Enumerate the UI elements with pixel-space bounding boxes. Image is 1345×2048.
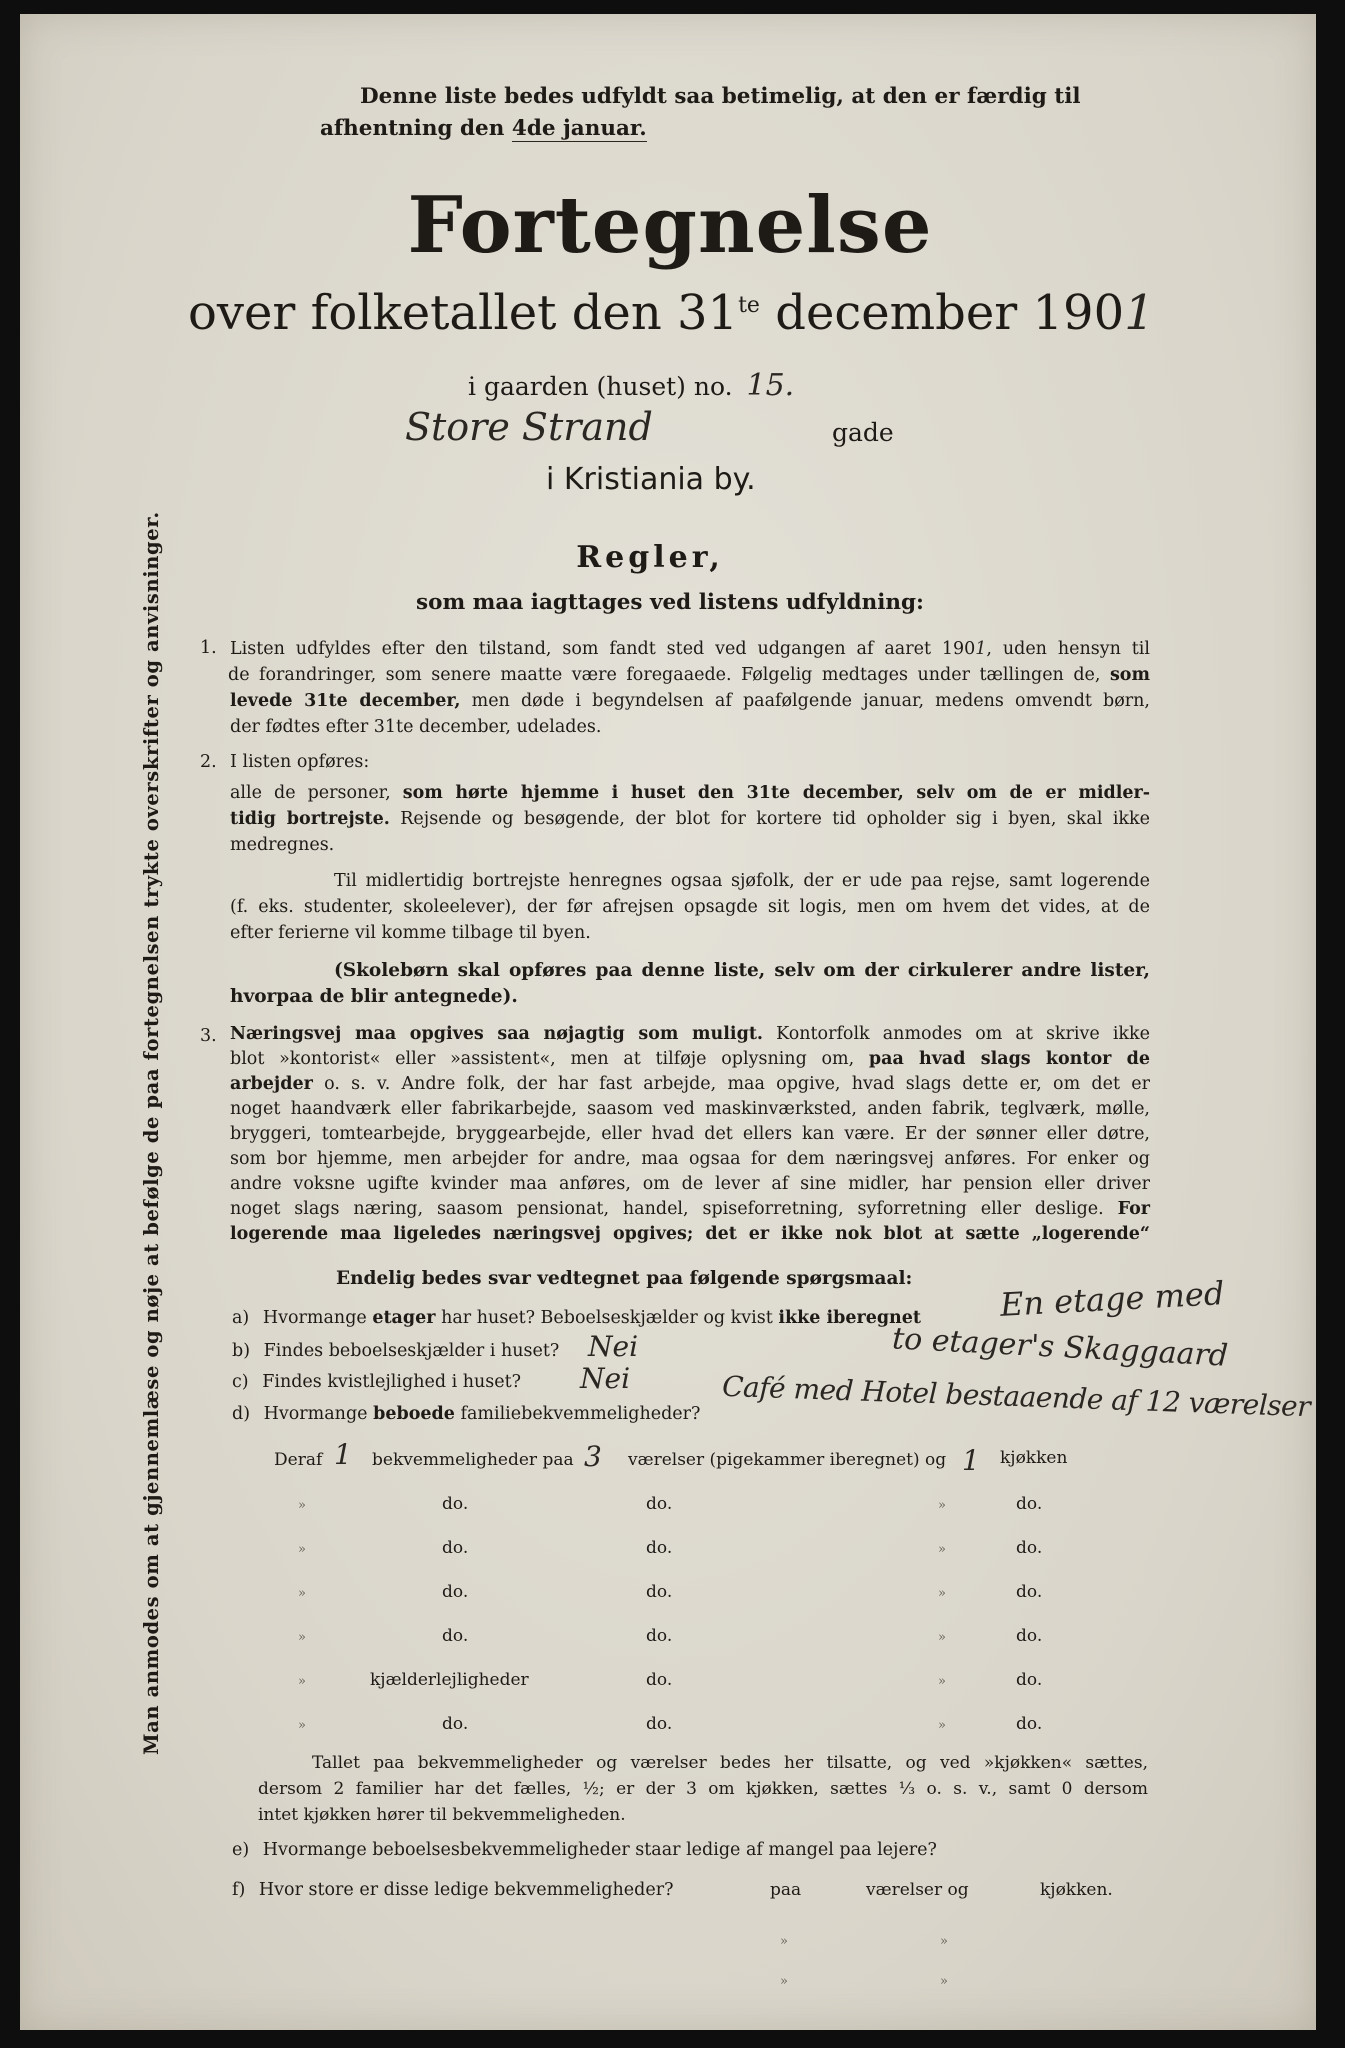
rule-1-number: 1. (200, 638, 217, 658)
rule-3-line-7: andre voksne ugifte kvinder maa anføres, om de lever af sine midler, har pension eller driver (230, 1174, 1150, 1194)
house-number-hand: 15. (746, 368, 795, 403)
row-ditto-rooms: do. (646, 1582, 673, 1602)
rule-3 (230, 1022, 1150, 1247)
rule-1-line-1 (230, 636, 1150, 662)
question-a (232, 1308, 921, 1328)
table-footnote (258, 1750, 1148, 1828)
row-mark: » (938, 1542, 946, 1557)
row-mark: » (938, 1586, 946, 1601)
question-d-bold: beboede (373, 1404, 455, 1424)
question-d (232, 1404, 700, 1424)
subtitle-year: december 190 (775, 285, 1125, 341)
table-kitchen-hand: 1 (962, 1444, 980, 1477)
rule-3-line-1 (230, 1022, 1150, 1047)
questions-intro: Endelig bedes svar vedtegnet paa følgende spørgsmaal: (336, 1268, 913, 1289)
footnote-line-1: Tallet paa bekvemmeligheder og værelser bedes her tilsatte, og ved »kjøkken« sættes, (312, 1753, 1148, 1773)
rule-3-line-8a: noget slags næring, saasom pensionat, handel, spiseforretning, syforretning eller deslige. (230, 1199, 1104, 1219)
row-ditto-label: do. (442, 1626, 469, 1646)
rule-2-line-1b: som hørte hjemme i huset den 31te december, selv om de er midler- (402, 783, 1150, 803)
question-a-bold2: ikke iberegnet (778, 1308, 922, 1328)
question-b-answer: Nei (588, 1330, 639, 1363)
rule-1-line-3b: men døde i begyndelsen af paafølgende januar, medens omvendt børn, (471, 691, 1150, 711)
subtitle-year-hand: 1 (1124, 285, 1155, 341)
ditto-mark: » (780, 1974, 788, 1989)
form-subtitle (188, 285, 1155, 341)
rule-2-line-1a: alle de personer, (230, 783, 391, 803)
question-d-post: familiebekvemmeligheder? (460, 1404, 701, 1424)
rule-3-line-2 (230, 1047, 1150, 1072)
rule-2-line-2a: tidig bortrejste. (230, 809, 390, 829)
house-number-line (468, 368, 794, 403)
rule-3-line-3a: arbejder (230, 1074, 313, 1094)
question-a-pre: Hvormange (262, 1308, 367, 1328)
footnote-line-2: dersom 2 familier har det fælles, ½; er der 3 om kjøkken, sættes ⅓ o. s. v., samt 0 dersom (258, 1779, 1148, 1799)
question-e-letter: e) (232, 1840, 250, 1860)
ditto-mark: » (940, 1974, 948, 1989)
rule-3-line-8b: For (1117, 1199, 1150, 1219)
row-ditto-kitchen: do. (1016, 1626, 1043, 1646)
rule-1 (230, 636, 1150, 740)
row-mark: » (298, 1586, 306, 1601)
rules-subheading: som maa iagttages ved listens udfyldning: (416, 590, 924, 615)
city-line: i Kristiania by. (546, 462, 756, 497)
table-bekv-paa: bekvemmeligheder paa (372, 1450, 574, 1470)
rule-2-line-3: medregnes. (230, 835, 335, 855)
rule-2-p3-line-2: hvorpaa de blir antegnede). (230, 986, 518, 1007)
table-kjokken: kjøkken (1000, 1448, 1068, 1468)
row-mark: » (938, 1674, 946, 1689)
rule-2-p2-line-2: (f. eks. studenter, skoleelever), der før afrejsen opsagde sit logis, men om hvem det vides, at de (230, 897, 1150, 917)
question-a-answer-2: to etager's Skaggaard (891, 1321, 1229, 1374)
row-ditto-kitchen: do. (1016, 1494, 1043, 1514)
question-b-text: Findes beboelseskjælder i huset? (263, 1341, 560, 1361)
question-a-answer-1: En etage med (999, 1274, 1226, 1324)
question-f (232, 1880, 673, 1900)
rule-2-number: 2. (200, 752, 217, 772)
rule-2-intro: I listen opføres: (230, 752, 370, 772)
notice-line-1: Denne liste bedes udfyldt saa betimelig, at den er færdig til (360, 84, 1081, 109)
question-d-letter: d) (232, 1404, 251, 1424)
rule-2-p2-line-3: efter ferierne vil komme tilbage til byen. (230, 923, 591, 943)
row-ditto-kitchen: do. (1016, 1582, 1043, 1602)
table-deraf-hand: 1 (334, 1438, 352, 1471)
question-c-answer: Nei (580, 1362, 631, 1395)
row-mark: » (298, 1674, 306, 1689)
row-mark: » (298, 1498, 306, 1513)
rule-1-line-3a: levede 31te december, (230, 691, 461, 711)
rule-1-line-2a: de forandringer, som senere maatte være foregaaede. Følgelig medtages under tællingen de, (228, 665, 1101, 685)
table-rooms-hand: 3 (584, 1440, 602, 1473)
rule-2-line-2b: Rejsende og besøgende, der blot for kortere tid opholder sig i byen, skal ikke (400, 809, 1150, 829)
rule-3-line-8 (230, 1197, 1150, 1222)
question-e-text: Hvormange beboelsesbekvemmeligheder staar ledige af mangel paa lejere? (262, 1840, 937, 1860)
rule-2-para-2 (230, 868, 1150, 946)
rule-1-line-2 (228, 662, 1150, 688)
row-ditto-rooms: do. (646, 1538, 673, 1558)
rule-2-p3-line-1: (Skolebørn skal opføres paa denne liste, selv om der cirkulerer andre lister, (334, 960, 1150, 981)
rule-3-number: 3. (200, 1026, 217, 1046)
rule-2-para-3 (230, 958, 1150, 1010)
rule-2-para-1 (230, 780, 1150, 858)
question-c (232, 1372, 521, 1392)
row-ditto-kitchen: do. (1016, 1538, 1043, 1558)
question-a-mid: har huset? Beboelseskjælder og kvist (441, 1308, 773, 1328)
rule-1-line-1b: , uden hensyn til (986, 639, 1150, 659)
row-ditto-rooms: do. (646, 1714, 673, 1734)
notice-pickup-date: 4de januar. (511, 116, 647, 141)
table-vaerelser: værelser (pigekammer iberegnet) og (628, 1450, 947, 1470)
row-mark: » (938, 1630, 946, 1645)
row-ditto-rooms: do. (646, 1626, 673, 1646)
rule-2-line-2 (230, 806, 1150, 832)
question-b (232, 1341, 559, 1361)
row-ditto-label: do. (442, 1538, 469, 1558)
row-ditto-rooms: do. (646, 1494, 673, 1514)
ditto-mark: » (780, 1934, 788, 1949)
rule-1-line-3 (230, 688, 1150, 714)
question-b-letter: b) (232, 1341, 251, 1361)
question-f-vaerelser: værelser og (866, 1880, 969, 1900)
subtitle-sup: te (738, 293, 760, 318)
question-a-letter: a) (232, 1308, 250, 1328)
row-mark: » (298, 1718, 306, 1733)
rule-3-line-5: bryggeri, tomtearbejde, bryggearbejde, eller hvad det ellers kan være. Er der sønner eller døtre, (230, 1124, 1150, 1144)
question-d-pre: Hvormange (263, 1404, 368, 1424)
rule-1-line-2b: som (1109, 665, 1150, 685)
rule-3-line-9: logerende maa ligeledes næringsvej opgives; det er ikke nok blot at sætte „logerende“ (230, 1224, 1150, 1244)
question-c-text: Findes kvistlejlighed i huset? (262, 1372, 522, 1392)
rule-3-line-2a: blot »kontorist« eller »assistent«, men at tilføje oplysning om, (230, 1049, 855, 1069)
question-f-letter: f) (232, 1880, 246, 1900)
question-d-answer: Café med Hotel bestaaende af 12 værelser (721, 1369, 1311, 1424)
street-hand: Store Strand (405, 405, 653, 449)
row-mark: » (938, 1498, 946, 1513)
notice-line-2 (320, 116, 647, 141)
question-f-text: Hvor store er disse ledige bekvemmeligheder? (258, 1880, 674, 1900)
subtitle-text: over folketallet den 31 (188, 285, 739, 341)
row-mark: » (298, 1542, 306, 1557)
rule-3-line-6: som bor hjemme, men arbejder for andre, maa ogsaa for dem næringsvej anføres. For enker og (230, 1149, 1150, 1169)
ditto-mark: » (940, 1934, 948, 1949)
row-ditto-label: do. (442, 1582, 469, 1602)
row-ditto-kitchen: do. (1016, 1714, 1043, 1734)
row-mark: » (298, 1630, 306, 1645)
rule-1-line-1a: Listen udfyldes efter den tilstand, som fandt sted ved udgangen af aaret 190 (230, 639, 976, 659)
rule-3-line-2b: paa hvad slags kontor de (868, 1049, 1150, 1069)
street-suffix: gade (832, 418, 894, 447)
question-c-letter: c) (232, 1372, 249, 1392)
rule-3-line-1a: Næringsvej maa opgives saa nøjagtig som muligt. (230, 1024, 763, 1044)
row-ditto-rooms: do. (646, 1670, 673, 1690)
table-deraf: Deraf (274, 1450, 323, 1470)
notice-pickup-label: afhentning den (320, 116, 505, 141)
row-ditto-kitchen: do. (1016, 1670, 1043, 1690)
row-ditto-label: do. (442, 1494, 469, 1514)
rules-heading: Regler, (576, 540, 724, 575)
margin-instruction: Man anmodes om at gjennemlæse og nøje at befølge de paa fortegnelsen trykte overskrifter og anvisninger. (140, 511, 163, 1755)
form-title: Fortegnelse (407, 180, 933, 271)
question-e (232, 1840, 937, 1860)
rule-3-line-3b: o. s. v. Andre folk, der har fast arbejde, maa opgive, hvad slags dette er, om det er (324, 1074, 1150, 1094)
rule-1-line-4: der fødtes efter 31te december, udelades. (230, 717, 602, 737)
question-f-kjokken: kjøkken. (1040, 1880, 1113, 1900)
row-mark: » (938, 1718, 946, 1733)
question-f-paa: paa (770, 1880, 802, 1900)
footnote-line-3: intet kjøkken hører til bekvemmeligheden. (258, 1805, 626, 1825)
rule-3-line-1b: Kontorfolk anmodes om at skrive ikke (776, 1024, 1150, 1044)
rule-2-p2-line-1: Til midlertidig bortrejste henregnes ogsaa sjøfolk, der er ude paa rejse, samt logerende (334, 871, 1150, 891)
row-basement-label: kjælderlejligheder (370, 1670, 529, 1690)
row-ditto-label: do. (442, 1714, 469, 1734)
rule-2-line-1 (230, 780, 1150, 806)
rule-3-line-3 (230, 1072, 1150, 1097)
question-a-bold: etager (372, 1308, 436, 1328)
house-label: i gaarden (huset) no. (468, 372, 733, 401)
rule-1-year-hand: 1 (975, 639, 987, 659)
rule-3-line-4: noget haandværk eller fabrikarbejde, saasom ved maskinværksted, anden fabrik, teglværk, mølle, (230, 1099, 1150, 1119)
